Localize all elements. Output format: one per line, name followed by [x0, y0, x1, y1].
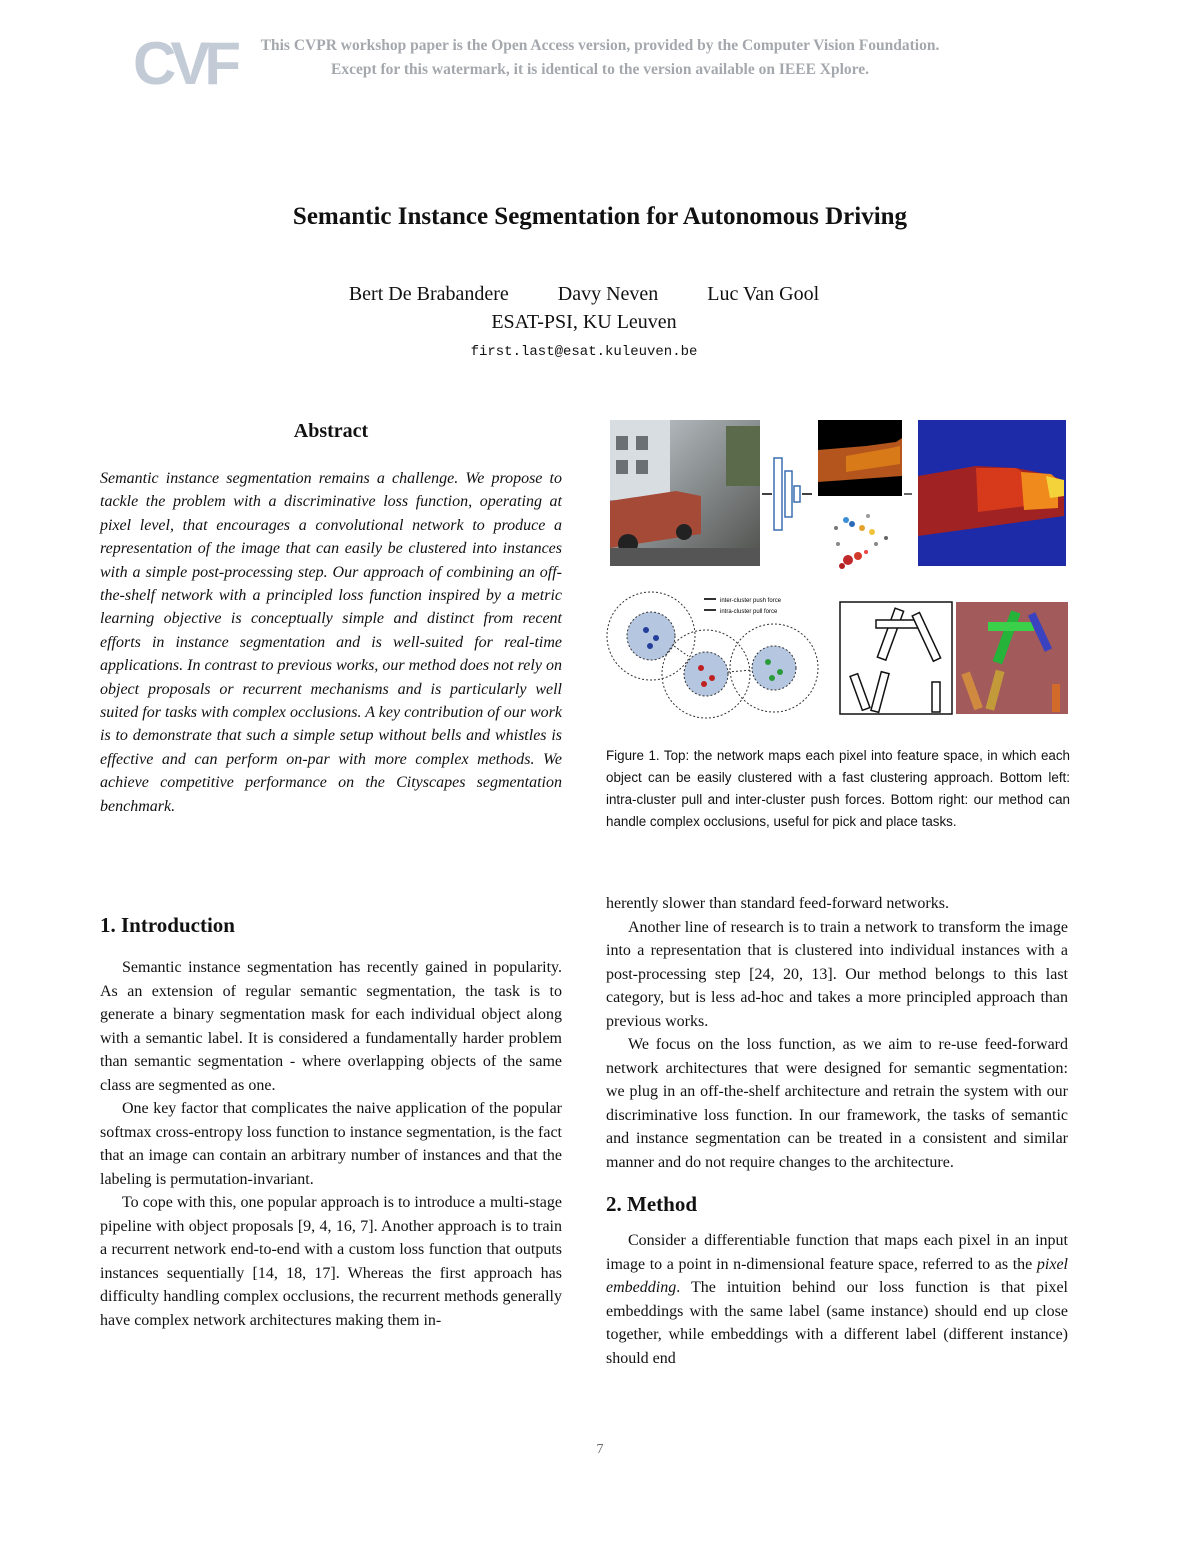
paragraph: To cope with this, one popular approach is to introduce a multi-stage pipeline with object proposals [9, 4, 16, 7]. Another approach is to train a recurrent network end-to-end with a custom loss function that outputs instances sequentially [14, 18, 17]. Whereas the first approach has difficulty handling complex occlusions, the recurrent methods generally have complex network architectures making them in-: [100, 1194, 562, 1329]
text-run: . The intuition behind our loss function is that pixel embeddings with the same label (same instance) should end up close together, while embeddings with a different label (different instance) should end: [606, 1279, 1068, 1367]
right-column-text: [606, 892, 1068, 1370]
abstract-text: Semantic instance segmentation remains a challenge. We propose to tackle the problem with a discriminative loss function, operating at pixel level, that encourages a convolutional network to produce a representation of the image that can easily be clustered into instances with a simple post-processing step. Our approach of combining an off-the-shelf network with a principled loss function inspired by a metric learning objective is conceptually simple and distinct from recent efforts in instance segmentation and is well-suited for real-time applications. In contrast to previous works, our method does not rely on object proposals or recurrent mechanisms and is particularly well suited for tasks with complex occlusions. A key contribution of our work is to demonstrate that such a simple setup without bells and whistles is effective and can perform on-par with more complex methods. We achieve competitive performance on the Cityscapes segmentation benchmark.: [100, 470, 562, 815]
intro-heading: 1. Introduction: [100, 913, 235, 937]
paper-title: Semantic Instance Segmentation for Autonomous Driving: [292, 203, 908, 230]
occlusion-sticks-segmentation: [956, 602, 1068, 714]
left-column-text: [100, 956, 562, 1332]
embedding-scatter: [834, 514, 888, 569]
author-list: [0, 283, 1168, 306]
paragraph: We focus on the loss function, as we aim to re-use feed-forward network architectures that were designed for semantic segmentation: we plug in an off-the-shelf architecture and retrain the system with our discriminative loss function. In our framework, the tasks of semantic and instance segmentation can be treated in a consistent and similar manner and do not require changes to the architecture.: [606, 1036, 1068, 1171]
paragraph: One key factor that complicates the naive application of the popular softmax cross-entropy loss function to instance segmentation, is the fact that an image can contain an arbitrary number of instances and that the labeling is permutation-invariant.: [100, 1100, 562, 1188]
section-heading-introduction: [100, 913, 235, 938]
network-diagram: [762, 458, 812, 530]
paragraph: herently slower than standard feed-forward networks.: [606, 895, 949, 912]
text-run: Consider a differentiable function that maps each pixel in an input image to a point in n-dimensional feature space, referred to as the: [606, 1232, 1068, 1273]
legend-push-label: inter-cluster push force: [720, 598, 782, 604]
watermark-line-2: Except for this watermark, it is identical to the version available on IEEE Xplore.: [330, 61, 870, 78]
occlusion-sticks-drawing: [840, 602, 952, 714]
term-pixel-embedding: pixel embedding: [606, 1255, 1068, 1296]
author-name: Davy Neven: [557, 283, 659, 305]
paragraph: [606, 1229, 1068, 1370]
embedding-map: [818, 420, 902, 496]
paragraph: Another line of research is to train a network to transform the image into a representation that is clustered into individual instances with a post-processing step [24, 20, 13]. Our method belongs to this last category, but is less ad-hoc and takes a more principled approach than previous works.: [606, 918, 1068, 1030]
input-street-image: [610, 420, 760, 566]
figure-1: [606, 416, 1070, 716]
figure-caption: Figure 1. Top: the network maps each pixel into feature space, in which each object can be easily clustered with a fast clustering approach. Bottom left: intra-cluster pull and inter-cluster push forces. Bottom right: our method can handle complex occlusions, useful for pick and place tasks.: [606, 748, 1070, 829]
author-name: Luc Van Gool: [707, 283, 820, 305]
author-name: Bert De Brabandere: [348, 283, 509, 305]
abstract-heading: Abstract: [293, 420, 369, 442]
watermark-line-1: This CVPR workshop paper is the Open Access version, provided by the Computer Vision Foundation.: [260, 37, 940, 54]
legend-pull-label: intra-cluster pull force: [720, 609, 778, 615]
instance-output: [918, 420, 1066, 566]
affiliation: ESAT-PSI, KU Leuven: [491, 311, 677, 333]
method-heading: 2. Method: [606, 1192, 697, 1216]
section-heading-method: [606, 1192, 1068, 1217]
svg-text:CVF: CVF: [133, 30, 235, 97]
page-number: 7: [596, 1442, 604, 1457]
paragraph: Semantic instance segmentation has recently gained in popularity. As an extension of regular semantic segmentation, the task is to generate a binary segmentation mask for each individual object along with a semantic label. It is considered a fundamentally harder problem than semantic segmentation - where overlapping objects of the same class are segmented as one.: [100, 959, 562, 1094]
author-email: first.last@esat.kuleuven.be: [470, 344, 698, 360]
force-legend: [704, 598, 782, 615]
